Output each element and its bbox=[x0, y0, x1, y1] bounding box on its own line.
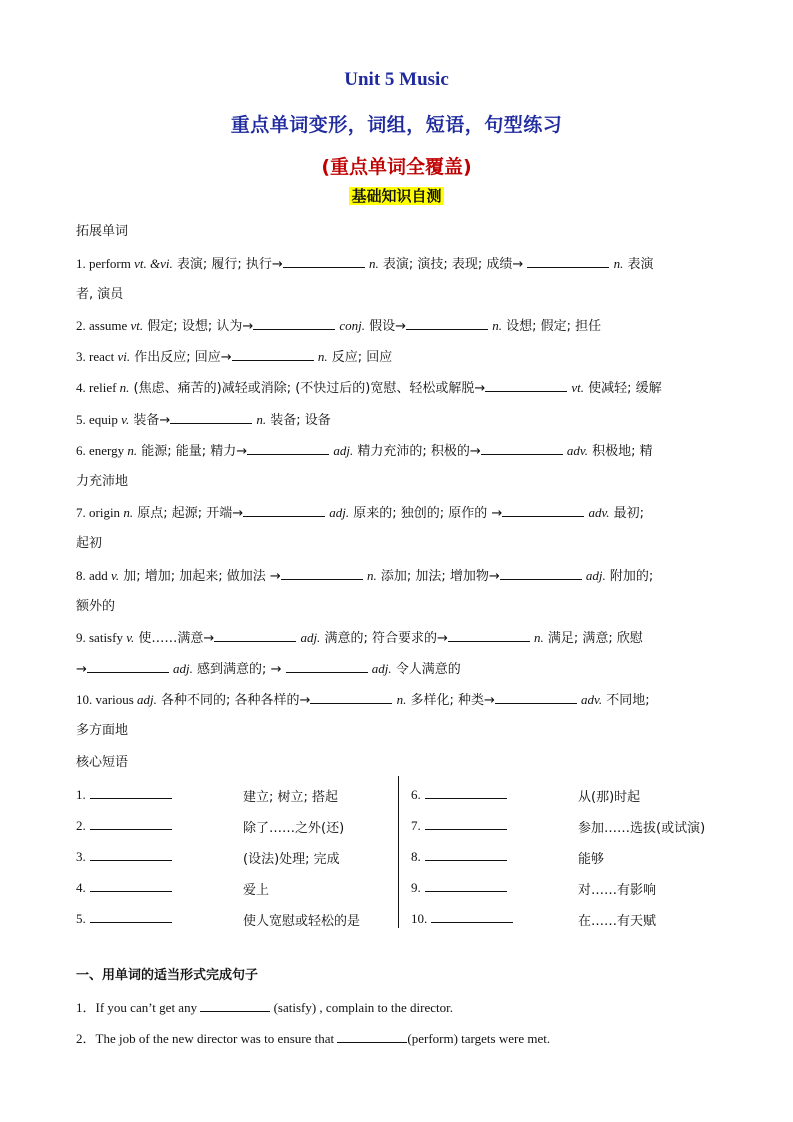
phrase-meaning: 在……有天赋 bbox=[578, 914, 657, 929]
answer-blank[interactable] bbox=[337, 1030, 407, 1043]
vocab-item-9: 9. satisfy v. 使……满意→ adj. 满意的; 符合要求的→ n. 满足; 满意; 欣慰 bbox=[76, 630, 643, 646]
vocab-item-5: 5. equip v. 装备→ n. 装备; 设备 bbox=[76, 412, 331, 428]
answer-blank[interactable] bbox=[253, 317, 335, 330]
phrase-item: 5. bbox=[76, 910, 172, 927]
phrase-blank[interactable] bbox=[90, 879, 172, 892]
answer-blank[interactable] bbox=[281, 567, 363, 580]
answer-blank[interactable] bbox=[448, 629, 530, 642]
answer-blank[interactable] bbox=[485, 379, 567, 392]
exercise-question-1: 1．If you can’t get any (satisfy) , complain to the director. bbox=[76, 1000, 454, 1015]
answer-blank[interactable] bbox=[87, 660, 169, 673]
vocab-item-8-cont: 额外的 bbox=[76, 599, 116, 614]
answer-blank[interactable] bbox=[310, 691, 392, 704]
phrase-meaning: 从(那)时起 bbox=[578, 790, 641, 805]
phrase-blank[interactable] bbox=[90, 848, 172, 861]
vocab-item-6: 6. energy n. 能源; 能量; 精力→ adj. 精力充沛的; 积极的→ adv. 积极地; 精 bbox=[76, 443, 653, 459]
vocab-item-8: 8. add v. 加; 增加; 加起来; 做加法 → n. 添加; 加法; 增加物→ adj. 附加的; bbox=[76, 568, 654, 584]
phrase-item: 10. bbox=[411, 910, 513, 927]
phrase-meaning: 爱上 bbox=[243, 883, 270, 898]
answer-blank[interactable] bbox=[406, 317, 488, 330]
phrase-blank[interactable] bbox=[425, 786, 507, 799]
phrase-meaning: 能够 bbox=[578, 852, 605, 867]
vocab-item-3: 3. react vi. 作出反应; 回应→ n. 反应; 回应 bbox=[76, 349, 393, 365]
phrases-heading: 核心短语 bbox=[76, 755, 129, 770]
phrase-meaning: 使人宽慰或轻松的是 bbox=[243, 914, 361, 929]
answer-blank[interactable] bbox=[495, 691, 577, 704]
phrase-meaning: (设法)处理; 完成 bbox=[243, 852, 340, 867]
vocab-item-10: 10. various adj. 各种不同的; 各种各样的→ n. 多样化; 种类→ adv. 不同地; bbox=[76, 692, 650, 708]
answer-blank[interactable] bbox=[232, 348, 314, 361]
exercise-question-2: 2．The job of the new director was to ensure that (perform) targets were met. bbox=[76, 1031, 551, 1046]
phrase-meaning: 对……有影响 bbox=[578, 883, 657, 898]
phrase-meaning: 建立; 树立; 搭起 bbox=[243, 790, 339, 805]
coverage-note: (重点单词全覆盖) bbox=[321, 156, 472, 178]
vocab-item-7: 7. origin n. 原点; 起源; 开端→ adj. 原来的; 独创的; 原作的 → adv. 最初; bbox=[76, 505, 645, 521]
answer-blank[interactable] bbox=[286, 660, 368, 673]
vocab-item-10-cont: 多方面地 bbox=[76, 723, 129, 738]
phrase-item: 8. bbox=[411, 848, 507, 865]
vocab-item-6-cont: 力充沛地 bbox=[76, 474, 129, 489]
phrase-item: 7. bbox=[411, 817, 507, 834]
answer-blank[interactable] bbox=[247, 442, 329, 455]
phrase-item: 2. bbox=[76, 817, 172, 834]
vocab-item-1-cont: 者, 演员 bbox=[76, 287, 124, 302]
answer-blank[interactable] bbox=[243, 504, 325, 517]
phrase-blank[interactable] bbox=[425, 817, 507, 830]
phrase-blank[interactable] bbox=[425, 879, 507, 892]
phrase-item: 3. bbox=[76, 848, 172, 865]
phrase-blank[interactable] bbox=[425, 848, 507, 861]
vocab-item-9-cont: → adj. 感到满意的; → adj. 令人满意的 bbox=[76, 661, 461, 677]
answer-blank[interactable] bbox=[170, 411, 252, 424]
phrase-blank[interactable] bbox=[90, 910, 172, 923]
exercise-heading: 一、用单词的适当形式完成句子 bbox=[76, 968, 259, 983]
vocab-item-1: 1. perform vt. &vi. 表演; 履行; 执行→ n. 表演; 演技; 表现; 成绩→ n. 表演 bbox=[76, 256, 654, 272]
subtitle: 重点单词变形，词组，短语，句型练习 bbox=[230, 114, 563, 136]
phrase-item: 6. bbox=[411, 786, 507, 803]
answer-blank[interactable] bbox=[200, 999, 270, 1012]
column-divider bbox=[398, 776, 399, 928]
tag-wrap bbox=[0, 185, 793, 206]
phrase-meaning: 参加……选拔(或试演) bbox=[578, 821, 706, 836]
phrase-item: 1. bbox=[76, 786, 172, 803]
phrase-blank[interactable] bbox=[431, 910, 513, 923]
phrase-meaning: 除了……之外(还) bbox=[243, 821, 345, 836]
vocab-item-2: 2. assume vt. 假定; 设想; 认为→ conj. 假设→ n. 设想; 假定; 担任 bbox=[76, 318, 602, 334]
phrase-blank[interactable] bbox=[90, 786, 172, 799]
answer-blank[interactable] bbox=[527, 255, 609, 268]
answer-blank[interactable] bbox=[481, 442, 563, 455]
answer-blank[interactable] bbox=[214, 629, 296, 642]
phrase-item: 4. bbox=[76, 879, 172, 896]
answer-blank[interactable] bbox=[502, 504, 584, 517]
answer-blank[interactable] bbox=[283, 255, 365, 268]
section-tag: 基础知识自测 bbox=[351, 187, 442, 205]
vocab-item-4: 4. relief n. (焦虑、痛苦的)减轻或消除; (不快过后的)宽慰、轻松或解脱→ vt. 使减轻; 缓解 bbox=[76, 380, 662, 396]
vocab-item-7-cont: 起初 bbox=[76, 536, 103, 551]
unit-title: Unit 5 Music bbox=[344, 69, 449, 90]
phrase-blank[interactable] bbox=[90, 817, 172, 830]
phrase-item: 9. bbox=[411, 879, 507, 896]
vocab-heading: 拓展单词 bbox=[76, 224, 129, 239]
answer-blank[interactable] bbox=[500, 567, 582, 580]
